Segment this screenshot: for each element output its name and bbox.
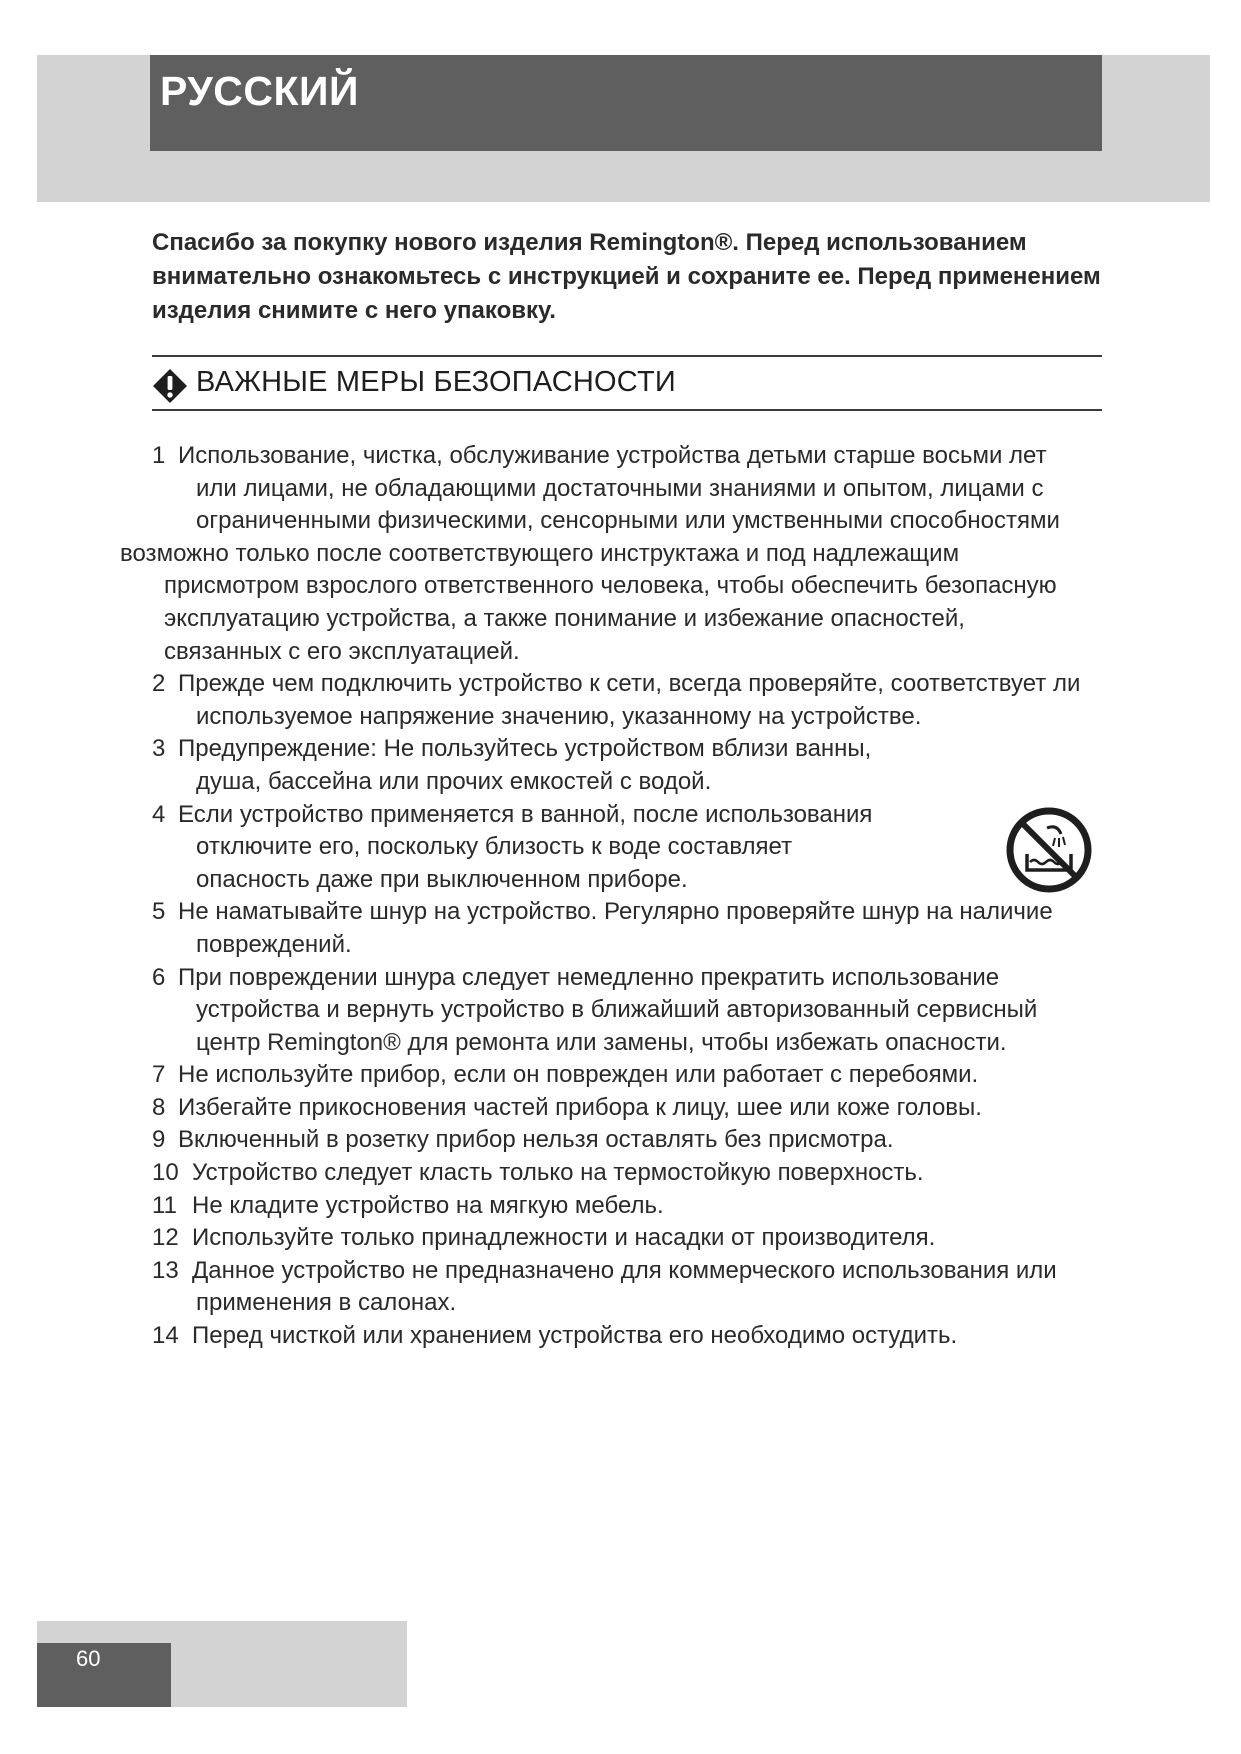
item-number: 5 (152, 898, 166, 926)
section-rule-top (152, 355, 1102, 357)
list-item (120, 440, 1082, 668)
list-item (152, 1157, 1082, 1190)
list-item (152, 1124, 1082, 1157)
item-text: Не кладите устройство на мягкую мебель. (192, 1191, 664, 1219)
item-text: Прежде чем подключить устройство к сети, всегда проверяйте, соответствует ли используемое напряжение значению, указанному на устройстве. (178, 670, 1081, 730)
item-text: Избегайте прикосновения частей прибора к лицу, шее или коже головы. (178, 1093, 982, 1121)
item-text: Использование, чистка, обслуживание устройства детьми старше восьми лет или лицами, не обладающими достаточными знаниями и опытом, лицами с ограниченными физическими, сенсорными или умственными способностями (178, 442, 1060, 535)
list-item (152, 1092, 1082, 1125)
item-number: 1 (152, 442, 166, 469)
item-number: 6 (152, 963, 166, 991)
item-number: 2 (152, 670, 166, 698)
list-item (152, 1320, 1082, 1353)
list-item (152, 1222, 1082, 1255)
no-bath-prohibition-icon (1005, 806, 1093, 894)
item-text: Перед чисткой или хранением устройства его необходимо остудить. (192, 1322, 958, 1350)
item-text-continued: возможно только после соответствующего инструктажа и под надлежащим присмотром взрослого ответственного человека, чтобы обеспечить безопасную эксплуатацию устройства, а также понимание и избежание опасностей, связанных с его эксплуатацией. (120, 539, 1057, 665)
item-number: 3 (152, 735, 166, 763)
item-number: 11 (152, 1191, 177, 1219)
list-item (152, 668, 1082, 733)
item-text: Устройство следует класть только на термостойкую поверхность. (192, 1159, 924, 1187)
item-number: 13 (152, 1256, 179, 1284)
list-item (152, 896, 1082, 961)
item-number: 12 (152, 1224, 179, 1252)
item-number: 7 (152, 1061, 166, 1089)
footer-page-tab (37, 1643, 171, 1707)
list-item (152, 1059, 1082, 1092)
item-text: Не наматывайте шнур на устройство. Регулярно проверяйте шнур на наличие повреждений. (178, 898, 1053, 958)
item-text: Предупреждение: Не пользуйтесь устройством вблизи ванны, душа, бассейна или прочих емкостей с водой. (178, 735, 872, 795)
list-item (152, 962, 1082, 1060)
item-number: 8 (152, 1093, 166, 1121)
list-item (152, 1190, 1082, 1223)
item-text: Данное устройство не предназначено для коммерческого использования или применения в салонах. (192, 1256, 1057, 1317)
item-number: 4 (152, 800, 166, 828)
item-number: 9 (152, 1126, 166, 1154)
page-number: 60 (76, 1646, 101, 1671)
item-text: Если устройство применяется в ванной, после использования отключите его, поскольку близость к воде составляет опасность даже при выключенном приборе. (178, 800, 873, 893)
section-title: ВАЖНЫЕ МЕРЫ БЕЗОПАСНОСТИ (196, 366, 676, 398)
item-number: 10 (152, 1159, 179, 1187)
item-text: Включенный в розетку прибор нельзя оставлять без присмотра. (178, 1126, 894, 1154)
language-title: РУССКИЙ (160, 68, 359, 114)
intro-text: Спасибо за покупку нового изделия Remington®. Перед использованием внимательно ознакомьтесь с инструкцией и сохраните ее. Перед применением изделия снимите с него упаковку. (152, 229, 1101, 324)
list-item (152, 1255, 1082, 1320)
item-text: Используйте только принадлежности и насадки от производителя. (192, 1224, 936, 1252)
section-rule-bottom (152, 409, 1102, 411)
list-item (152, 733, 1082, 798)
safety-list (120, 440, 1082, 1353)
list-item (152, 799, 1082, 897)
item-number: 14 (152, 1322, 179, 1350)
item-text: При повреждении шнура следует немедленно прекратить использование устройства и вернуть устройство в ближайший авторизованный сервисный центр Remington® для ремонта или замены, чтобы избежать опасности. (178, 963, 1038, 1056)
warning-diamond-icon (152, 368, 188, 404)
item-text: Не используйте прибор, если он поврежден или работает с перебоями. (178, 1061, 979, 1089)
